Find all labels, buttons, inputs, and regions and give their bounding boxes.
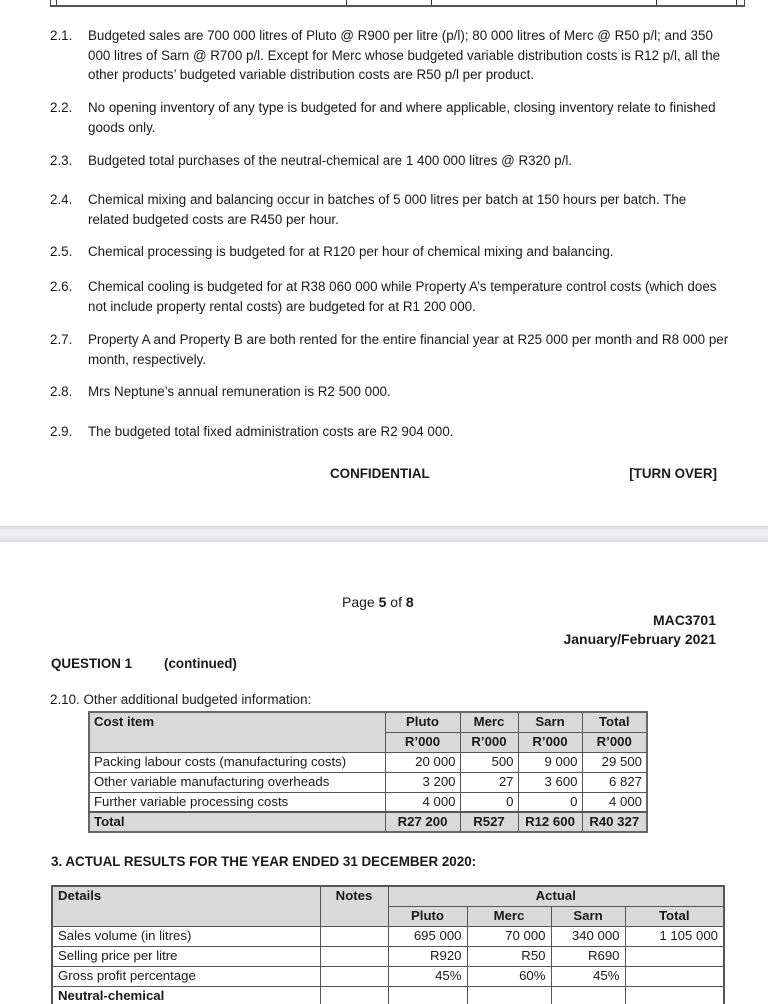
cell-value: 3 600 xyxy=(518,772,582,792)
page-number xyxy=(342,594,414,610)
cell-value: 6 827 xyxy=(582,772,647,792)
paragraph-2-7 xyxy=(50,330,730,369)
total-value: R527 xyxy=(460,812,518,832)
cell-value: R920 xyxy=(388,946,467,966)
table-row xyxy=(52,986,724,1004)
table-header-row xyxy=(52,886,724,906)
cell-value: 70 000 xyxy=(467,926,551,946)
cell-value: R50 xyxy=(467,946,551,966)
table-row xyxy=(52,966,724,986)
notes-header: Notes xyxy=(320,886,388,926)
unit-header: R’000 xyxy=(582,732,647,752)
cell-value xyxy=(388,986,467,1004)
column-header: Merc xyxy=(460,712,518,732)
detail-item: Gross profit percentage xyxy=(52,966,320,986)
cell-value: 20 000 xyxy=(385,752,460,772)
cell-value xyxy=(625,986,724,1004)
exam-date: January/February 2021 xyxy=(563,631,716,647)
paragraph-2-2 xyxy=(50,98,730,137)
cost-item: Packing labour costs (manufacturing costs) xyxy=(89,752,385,772)
paragraph-2-1 xyxy=(50,26,730,85)
paragraph-number: 2.4. xyxy=(50,192,73,207)
cell-value: 9 000 xyxy=(518,752,582,772)
total-value: R40 327 xyxy=(582,812,647,832)
paragraph-2-3 xyxy=(50,151,730,171)
page-current: 5 xyxy=(378,594,387,610)
cost-item: Other variable manufacturing overheads xyxy=(89,772,385,792)
table-border xyxy=(431,0,432,5)
budgeted-cost-table xyxy=(88,711,648,833)
cost-item-header: Cost item xyxy=(89,712,385,752)
column-header: Pluto xyxy=(388,906,467,926)
paragraph-text: The budgeted total fixed administration costs are R2 904 000. xyxy=(88,424,454,439)
actual-results-table xyxy=(51,885,725,1004)
paragraph-text: No opening inventory of any type is budgeted for and where applicable, closing inventory relate to finished goods only. xyxy=(88,100,716,135)
paragraph-2-9 xyxy=(50,422,730,442)
paragraph-number: 2.2. xyxy=(50,100,73,115)
column-header: Sarn xyxy=(518,712,582,732)
table-row xyxy=(52,946,724,966)
cell-value: 695 000 xyxy=(388,926,467,946)
notes-cell xyxy=(320,986,388,1004)
cell-value: 3 200 xyxy=(385,772,460,792)
notes-cell xyxy=(320,946,388,966)
paragraph-number: 2.3. xyxy=(50,153,73,168)
detail-item: Selling price per litre xyxy=(52,946,320,966)
total-label: Total xyxy=(89,812,385,832)
paragraph-number: 2.8. xyxy=(50,384,73,399)
confidential-label: CONFIDENTIAL xyxy=(330,466,430,481)
question-continued: (continued) xyxy=(164,656,237,671)
detail-item: Sales volume (in litres) xyxy=(52,926,320,946)
page-total: 8 xyxy=(405,594,414,610)
cell-value: R690 xyxy=(551,946,625,966)
paragraph-text: Chemical processing is budgeted for at R120 per hour of chemical mixing and balancing. xyxy=(88,244,614,259)
section-3-title: 3. ACTUAL RESULTS FOR THE YEAR ENDED 31 DECEMBER 2020: xyxy=(51,854,477,869)
column-header: Total xyxy=(582,712,647,732)
notes-cell xyxy=(320,966,388,986)
cell-value: 60% xyxy=(467,966,551,986)
cell-value: 29 500 xyxy=(582,752,647,772)
unit-header: R’000 xyxy=(518,732,582,752)
cell-value: 500 xyxy=(460,752,518,772)
column-header: Sarn xyxy=(551,906,625,926)
course-code: MAC3701 xyxy=(652,612,716,628)
table-border xyxy=(656,0,657,5)
table-row xyxy=(89,752,647,772)
section-2-10-label: 2.10. Other additional budgeted information: xyxy=(50,692,312,707)
paragraph-number: 2.6. xyxy=(50,279,73,294)
page-of: of xyxy=(386,594,406,610)
column-header: Pluto xyxy=(385,712,460,732)
cell-value xyxy=(625,966,724,986)
unit-header: R’000 xyxy=(385,732,460,752)
cell-value: 45% xyxy=(551,966,625,986)
cell-value xyxy=(467,986,551,1004)
column-header: Merc xyxy=(467,906,551,926)
paragraph-2-6 xyxy=(50,277,730,316)
table-row xyxy=(52,926,724,946)
paragraph-number: 2.7. xyxy=(50,332,73,347)
unit-header: R’000 xyxy=(460,732,518,752)
paragraph-number: 2.1. xyxy=(50,28,73,43)
table-header-row xyxy=(89,712,647,732)
paragraph-2-4 xyxy=(50,190,730,229)
question-title: QUESTION 1 xyxy=(51,656,133,671)
detail-item: Neutral-chemical xyxy=(52,986,320,1004)
cell-value: 4 000 xyxy=(385,792,460,812)
paragraph-text: Chemical cooling is budgeted for at R38 060 000 while Property A’s temperature control costs (which does not include property rental costs) are budgeted for at R1 200 000. xyxy=(88,279,717,314)
paragraph-text: Budgeted total purchases of the neutral-chemical are 1 400 000 litres @ R320 p/l. xyxy=(88,153,573,168)
paragraph-2-5 xyxy=(50,242,730,262)
table-border xyxy=(56,0,57,5)
column-header: Total xyxy=(625,906,724,926)
paragraph-number: 2.9. xyxy=(50,424,73,439)
paragraph-text: Mrs Neptune’s annual remuneration is R2 500 000. xyxy=(88,384,391,399)
table-border xyxy=(736,0,737,5)
paragraph-text: Budgeted sales are 700 000 litres of Pluto @ R900 per litre (p/l); 80 000 litres of Merc @ R50 p/l; and 350 000 litres of Sarn @ R700 p/l. Except for Merc whose budgeted variable distribution costs is R12 p/l, all the other products’ budgeted variable distribution costs are R50 p/l per product. xyxy=(88,28,721,82)
cell-value xyxy=(625,946,724,966)
cell-value: 0 xyxy=(518,792,582,812)
cost-item: Further variable processing costs xyxy=(89,792,385,812)
page-prefix: Page xyxy=(342,594,379,610)
paragraph-number: 2.5. xyxy=(50,244,73,259)
actual-group-header: Actual xyxy=(388,886,724,906)
details-header: Details xyxy=(52,886,320,926)
cell-value xyxy=(551,986,625,1004)
total-value: R27 200 xyxy=(385,812,460,832)
table-row xyxy=(89,772,647,792)
cell-value: 0 xyxy=(460,792,518,812)
page-separator xyxy=(0,526,768,542)
cell-value: 27 xyxy=(460,772,518,792)
total-value: R12 600 xyxy=(518,812,582,832)
notes-cell xyxy=(320,926,388,946)
table-row xyxy=(89,792,647,812)
paragraph-text: Chemical mixing and balancing occur in batches of 5 000 litres per batch at 150 hours per batch. The related budgeted costs are R450 per hour. xyxy=(88,192,687,227)
cell-value: 45% xyxy=(388,966,467,986)
paragraph-text: Property A and Property B are both rented for the entire financial year at R25 000 per month and R8 000 per month, respectively. xyxy=(88,332,729,367)
cell-value: 1 105 000 xyxy=(625,926,724,946)
table-border xyxy=(346,0,347,5)
table-total-row xyxy=(89,812,647,832)
previous-table-fragment xyxy=(50,0,745,7)
turn-over-label: [TURN OVER] xyxy=(629,466,717,481)
cell-value: 340 000 xyxy=(551,926,625,946)
cell-value: 4 000 xyxy=(582,792,647,812)
paragraph-2-8 xyxy=(50,382,730,402)
